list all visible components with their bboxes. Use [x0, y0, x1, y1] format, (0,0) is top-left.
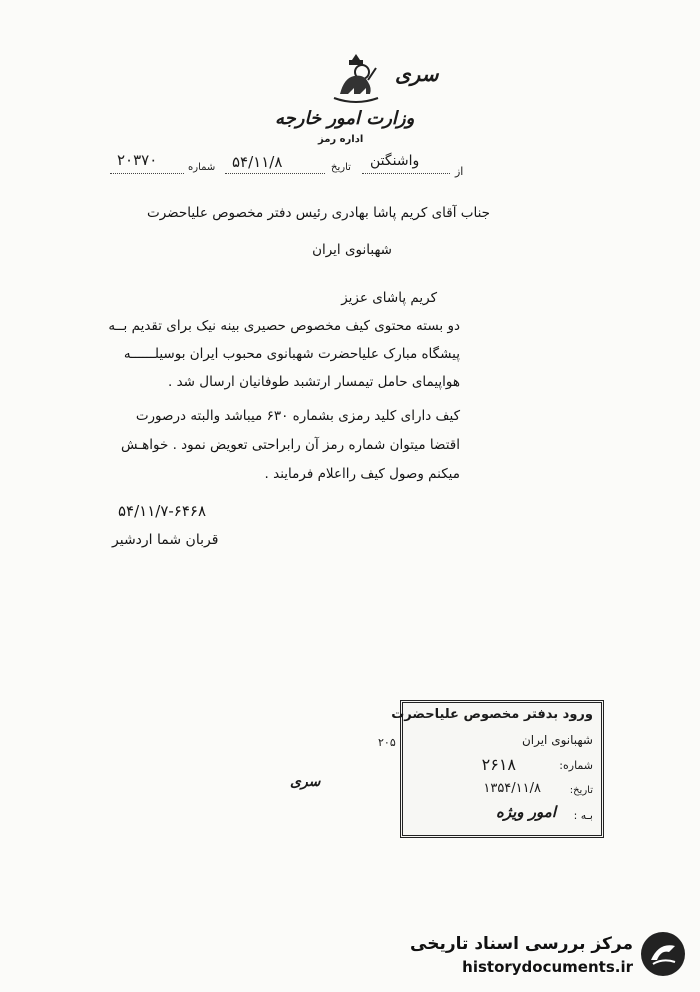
stamp-line-2: شهبانوی ایران — [521, 733, 593, 747]
stamp-number-value: ۲۶۱۸ — [481, 755, 516, 774]
paragraph-2-line-1: کیف دارای کلید رمزی بشماره ۶۳۰ میباشد والبته درصورت — [135, 408, 460, 424]
from-value: واشنگتن — [370, 153, 420, 169]
stamp-line-1: ورود بدفتر مخصوص علیاحضرت — [391, 707, 593, 722]
watermark-url[interactable]: historydocuments.ir — [462, 958, 633, 976]
reference-number: ۵۴/۱۱/۷-۶۴۶۸ — [118, 502, 207, 520]
classification-top: سری — [395, 62, 439, 86]
from-label: از — [455, 165, 464, 178]
from-dotted-line — [362, 173, 450, 174]
salutation: کریم پاشای عزیز — [341, 290, 437, 306]
stamp-to-value: امور ویژه — [496, 803, 556, 821]
paragraph-1-line-2: پیشگاه مبارک علیاحضرت شهبانوی محبوب ایران بوسیلــــــه — [123, 346, 460, 362]
date-value: ۵۴/۱۱/۸ — [232, 153, 283, 171]
number-value: ۲۰۳۷۰ — [117, 151, 158, 169]
receipt-stamp — [391, 700, 604, 838]
paragraph-1-line-1: دو بسته محتوی کیف مخصوص حصیری بینه نیک برای تقدیم بــه — [108, 318, 460, 334]
office-name: اداره رمز — [318, 134, 364, 145]
lion-and-sun-emblem-icon — [328, 50, 384, 106]
paragraph-1-line-3: هواپیمای حامل تیمسار ارتشبد طوفانیان ارسال شد . — [168, 374, 460, 390]
paragraph-2-line-3: میکنم وصول کیف رااعلام فرمایند . — [264, 466, 460, 482]
stamp-to-label: بـه : — [573, 809, 593, 822]
paragraph-2-line-2: اقتضا میتوان شماره رمز آن رابراحتی تعویض نمود . خواهـش — [120, 437, 460, 453]
number-dotted-line — [110, 173, 184, 174]
watermark-title: مرکز بررسی اسناد تاریخی — [410, 934, 633, 954]
watermark — [395, 928, 695, 984]
date-label: تاریخ — [331, 162, 351, 173]
addressee-line-2: شهبانوی ایران — [312, 242, 392, 258]
stamp-date-value: ۱۳۵۴/۱۱/۸ — [483, 781, 541, 796]
stamp-number-label: شماره: — [559, 759, 593, 772]
closing-signature: قربان شما اردشیر — [112, 532, 219, 548]
stamp-date-label: تاریخ: — [569, 785, 593, 796]
date-dotted-line — [225, 173, 325, 174]
archive-logo-icon — [639, 930, 687, 978]
stamp-side-mark: ۲۰۵ — [378, 736, 396, 749]
ministry-name: وزارت امور خارجه — [275, 108, 415, 129]
addressee-line-1: جناب آقای کریم پاشا بهادری رئیس دفتر مخصوص علیاحضرت — [147, 205, 490, 221]
number-label: شماره — [188, 162, 216, 173]
classification-bottom: سری — [290, 774, 321, 790]
